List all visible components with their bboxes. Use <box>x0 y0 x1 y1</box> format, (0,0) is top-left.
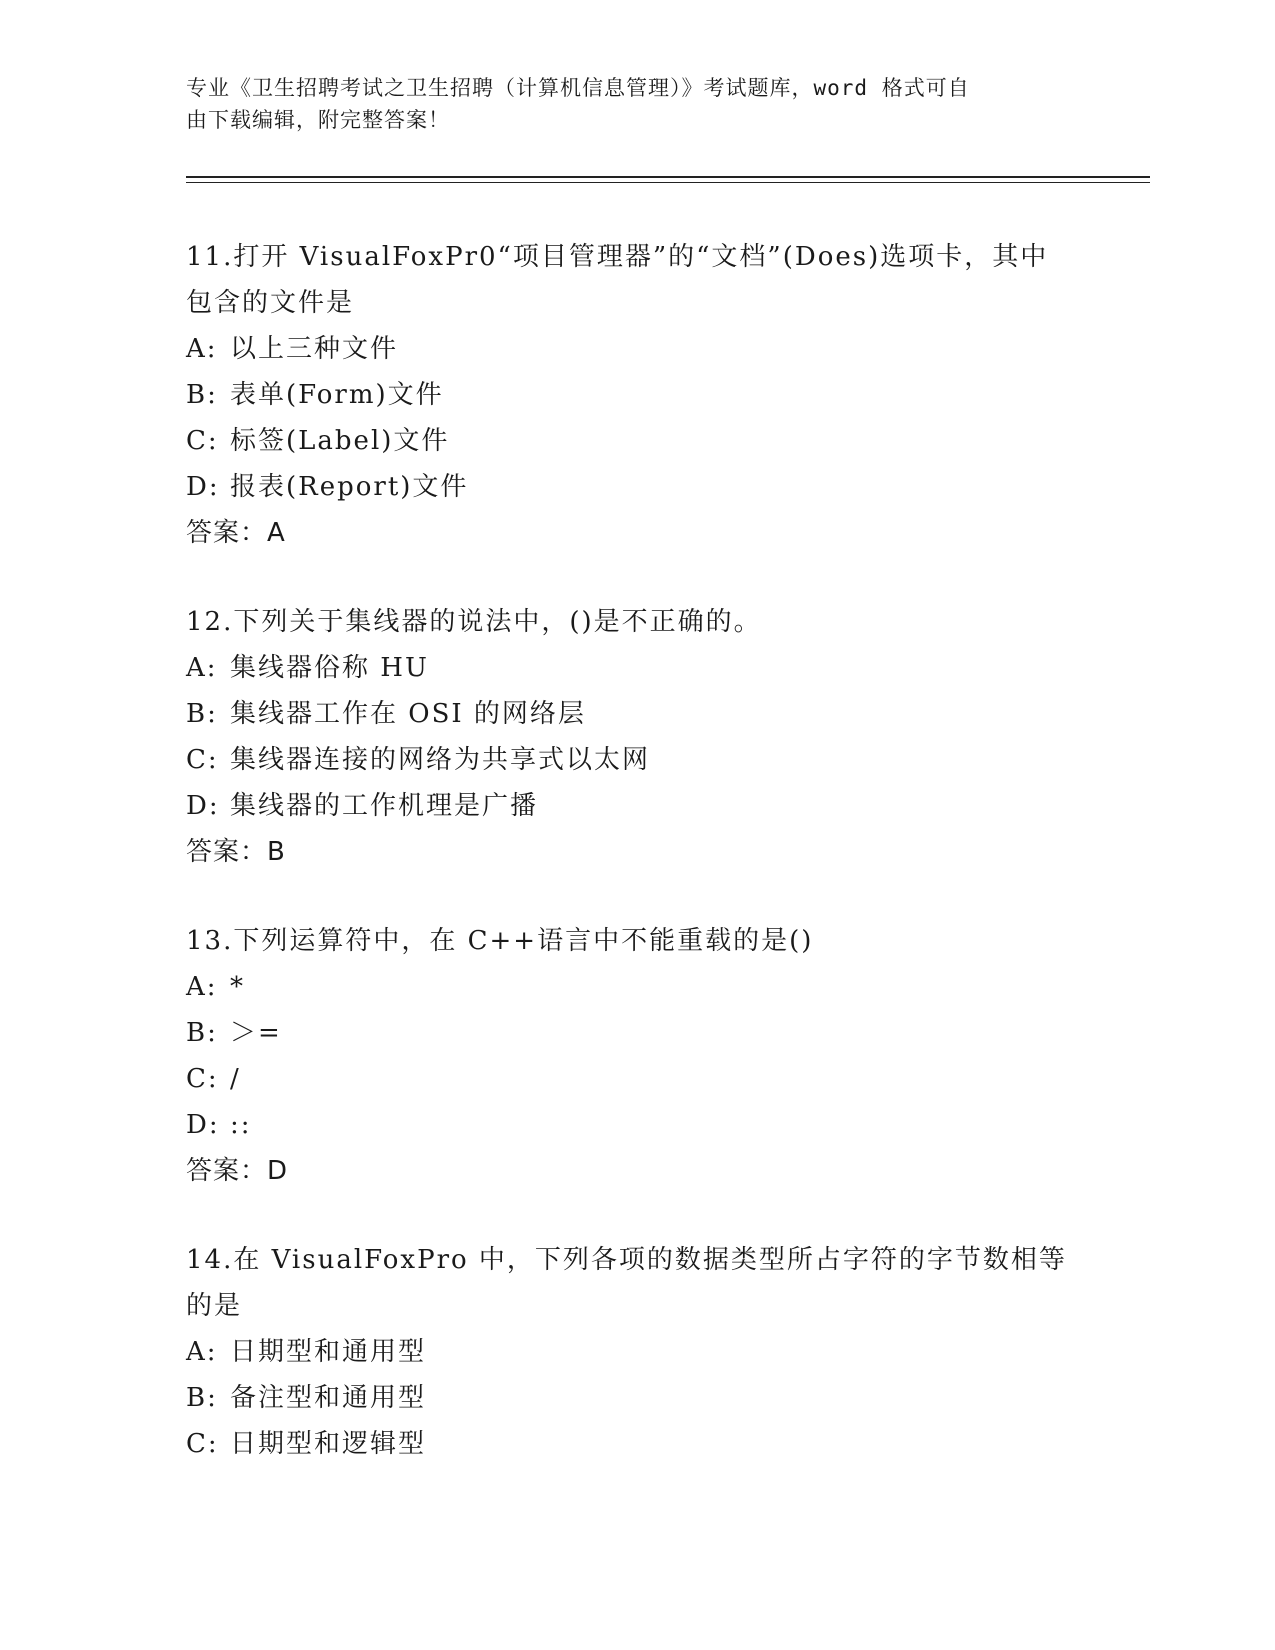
option-text: 表单(Form)文件 <box>230 380 444 410</box>
question-stem-line-2: 的是 <box>186 1291 243 1321</box>
option-key: A: <box>186 1337 218 1367</box>
option-d <box>186 1102 1086 1148</box>
option-key: B: <box>186 380 218 410</box>
option-key: B: <box>186 1018 218 1048</box>
option-c <box>186 737 1086 783</box>
option-key: D: <box>186 1110 220 1140</box>
option-key: C: <box>186 745 219 775</box>
answer-line: 答案：A <box>186 518 286 548</box>
option-d <box>186 783 1086 829</box>
option-text: / <box>230 1064 241 1094</box>
question-stem-line-1: 14.在 VisualFoxPro 中，下列各项的数据类型所占字符的字节数相等 <box>186 1245 1067 1275</box>
option-key: A: <box>186 334 218 364</box>
option-text: 日期型和逻辑型 <box>230 1429 427 1459</box>
option-text: * <box>230 972 245 1002</box>
option-key: D: <box>186 472 220 502</box>
option-b <box>186 1010 1086 1056</box>
option-key: C: <box>186 1064 219 1094</box>
option-a <box>186 645 1086 691</box>
question-14 <box>186 1237 1086 1467</box>
option-a <box>186 1329 1086 1375</box>
question-13 <box>186 918 1086 1194</box>
question-stem-line-1: 11.打开 VisualFoxPr0“项目管理器”的“文档”(Does)选项卡，其中 <box>186 242 1049 272</box>
option-text: 标签(Label)文件 <box>230 426 450 456</box>
option-c <box>186 1056 1086 1102</box>
answer-line: 答案：B <box>186 837 286 867</box>
option-key: A: <box>186 972 218 1002</box>
option-text: 备注型和通用型 <box>230 1383 427 1413</box>
option-b <box>186 372 1086 418</box>
question-stem-line-1: 12.下列关于集线器的说法中，()是不正确的。 <box>186 607 762 637</box>
option-key: C: <box>186 426 219 456</box>
question-stem-line-2: 包含的文件是 <box>186 288 355 318</box>
option-key: A: <box>186 653 218 683</box>
option-d <box>186 464 1086 510</box>
option-text: :: <box>230 1110 252 1140</box>
option-text: 日期型和通用型 <box>230 1337 427 1367</box>
option-text: 集线器俗称 HU <box>230 653 429 683</box>
header-divider-thin <box>186 182 1150 183</box>
option-b <box>186 691 1086 737</box>
option-key: B: <box>186 1383 218 1413</box>
option-text: 以上三种文件 <box>230 334 399 364</box>
option-b <box>186 1375 1086 1421</box>
option-text: 集线器的工作机理是广播 <box>230 791 539 821</box>
question-12 <box>186 599 1086 875</box>
question-11 <box>186 234 1086 556</box>
header-divider-thick <box>186 176 1150 178</box>
option-a <box>186 964 1086 1010</box>
option-a <box>186 326 1086 372</box>
question-list <box>186 234 1086 1510</box>
answer-line: 答案：D <box>186 1156 289 1186</box>
option-key: D: <box>186 791 220 821</box>
option-text: 报表(Report)文件 <box>230 472 469 502</box>
option-text: 集线器连接的网络为共享式以太网 <box>230 745 651 775</box>
option-c <box>186 1421 1086 1467</box>
option-text: ＞= <box>230 1018 282 1048</box>
option-text: 集线器工作在 OSI 的网络层 <box>230 699 586 729</box>
document-header <box>186 72 1066 136</box>
header-line-2: 由下载编辑，附完整答案！ <box>186 108 450 132</box>
question-stem-line-1: 13.下列运算符中，在 C++语言中不能重载的是() <box>186 926 814 956</box>
option-key: C: <box>186 1429 219 1459</box>
option-c <box>186 418 1086 464</box>
option-key: B: <box>186 699 218 729</box>
header-line-1: 专业《卫生招聘考试之卫生招聘（计算机信息管理）》考试题库，word 格式可自 <box>186 76 970 100</box>
